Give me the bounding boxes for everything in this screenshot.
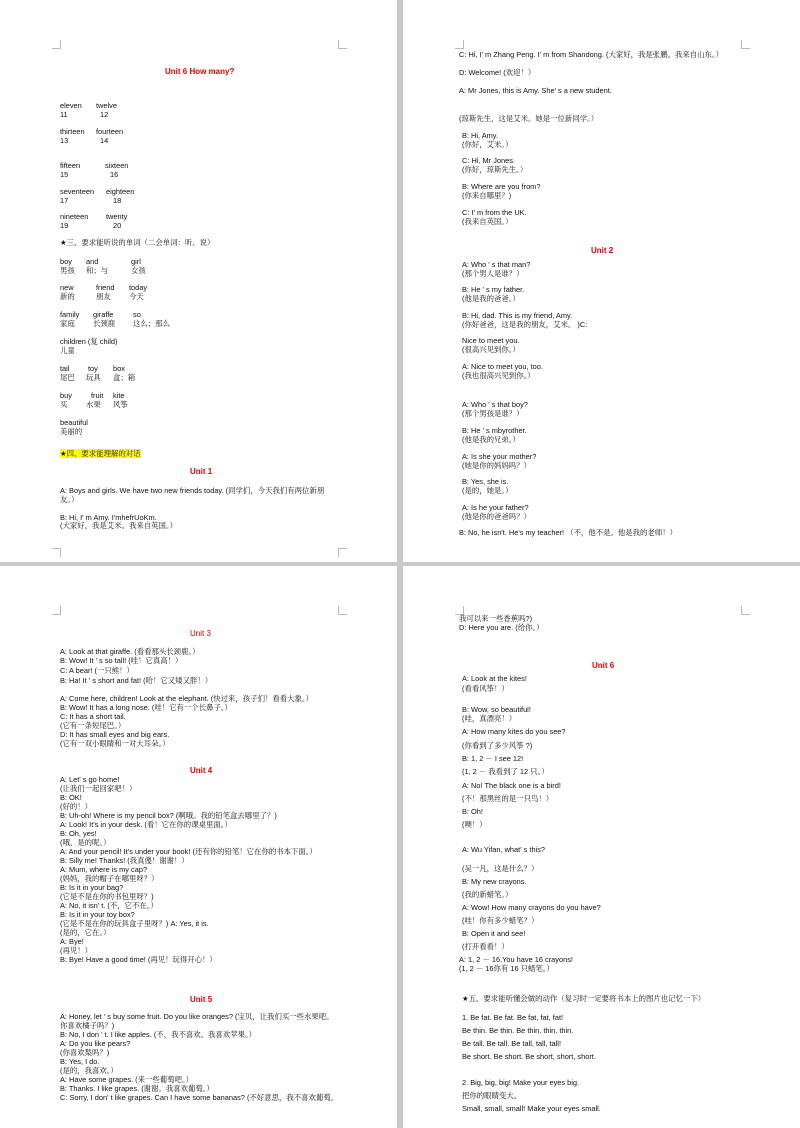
dialogue-line: B: Ha! It ' s short and fat! (哈！它又矮又胖！） [60,676,213,685]
dialogue-line: (琼斯先生，这是艾米。她是一位新同学。） [459,114,599,123]
dialogue-line: (哦，是的呢。） [60,838,111,847]
unit-heading: Unit 4 [190,766,213,775]
dialogue-line: (打开看看！） [462,942,509,951]
dialogue-line: (1, 2 － 16你有 16 只蜡笔。） [459,964,554,973]
margin-mark [741,606,750,615]
dialogue-line: B: Hi, I' m Amy. I'mhefrUoKm. [60,513,157,522]
dialogue-line: (她是你的妈妈吗？） [462,461,531,470]
dialogue-line: (你好爸爸，这是我的朋友，艾米。 )C: [462,320,588,329]
dialogue-line: C: I' m from the UK. [462,208,527,217]
vocab-word: and [86,257,99,266]
number-word: sixteen [105,161,129,170]
dialogue-line: A: Look at that giraffe. (看看那头长颈鹿。） [60,647,200,656]
unit-heading: Unit 1 [190,467,213,476]
section-heading: ★三、要求能听说的单词（二会单词：听、说） [60,238,215,247]
dialogue-line: B: Wow! It has a long nose. (哇！它有一个长鼻子。） [60,703,232,712]
number-digit: 11 [60,110,68,119]
vocab-word: friend [96,283,115,292]
dialogue-line: D: It has small eyes and big ears. [60,730,170,739]
dialogue-line: A: Wow! How many crayons do you have? [462,903,601,912]
dialogue-line: A: And your pencil! It's under your book! (还有你的铅笔！它在你的书本下面。） [60,847,317,856]
dialogue-line: (我也很高兴见到你。） [462,371,535,380]
number-word: thirteen [60,127,85,136]
vocab-word: girl [131,257,141,266]
vocab-word: toy [88,364,98,373]
margin-mark [338,40,347,49]
dialogue-line: B: Wow, so beautiful! [462,705,531,714]
vocab-word: children (复 child) [60,337,118,346]
dialogue-line: C: It has a short tail. [60,712,126,721]
dialogue-line: (是的，我喜欢。） [60,1066,118,1075]
number-word: nineteen [60,212,89,221]
margin-mark [52,606,61,615]
number-digit: 16 [110,170,119,179]
dialogue-line: A: 1, 2 － 16.You have 16 crayons! [459,955,573,964]
dialogue-line: (大家好，我是艾米。我来自英国。） [60,521,178,530]
dialogue-line: A: Boys and girls. We have two new friends today. (同学们，今天我们有两位新朋 [60,486,325,495]
dialogue-line: (他是我的爸爸。） [462,294,520,303]
dialogue-line: (那个男孩是谁？） [462,409,524,418]
document-title: Unit 6 How many? [165,67,235,76]
vocab-meaning: 家庭 [60,319,75,328]
dialogue-line: (看看风筝！） [462,684,509,693]
action-line: 把你的眼睛变大。 [462,1091,522,1100]
dialogue-line: A: Bye! [60,937,84,946]
vocab-meaning: 女孩 [131,266,146,275]
number-digit: 18 [113,196,122,205]
dialogue-line: D: Welcome! (欢迎！） [459,68,536,77]
dialogue-line: B: My new crayons. [462,877,527,886]
dialogue-line: (妈妈，我的帽子在哪里呀？） [60,874,159,883]
dialogue-line: C: Sorry, I don' t like grapes. Can I have some bananas? (不好意思，我不喜欢葡萄。 [60,1093,339,1102]
action-line: 1. Be fat. Be fat. Be fat, fat, fat! [462,1013,564,1022]
number-word: fifteen [60,161,81,170]
dialogue-line: C: Hi, I' m Zhang Peng. I' m from Shandong. (大家好，我是张鹏。我来自山东。） [459,50,724,59]
action-line: Be short. Be short. Be short, short, short. [462,1052,596,1061]
dialogue-line: Nice to meet you. [462,336,520,345]
dialogue-line: B: Wow! It ' s so tall! (哇！它真高！） [60,656,183,665]
number-digit: 17 [60,196,69,205]
unit-heading: Unit 3 [190,629,211,638]
dialogue-line: (它是不是在你的书包里呀？) [60,892,154,901]
dialogue-line: 你喜欢橘子吗？) [60,1021,115,1030]
vocab-meaning: 盒；箱 [113,373,136,382]
dialogue-line: B: Oh! [462,807,483,816]
margin-mark [52,40,61,49]
dialogue-line: A: No! The black one is a bird! [462,781,561,790]
dialogue-line: B: Yes, she is. [462,477,509,486]
dialogue-line: A: Come here, children! Look at the elephant. (快过来，孩子们！看看大象。） [60,694,314,703]
vocab-word: kite [113,391,125,400]
number-digit: 15 [60,170,69,179]
vocab-word: buy [60,391,72,400]
page-1 [0,0,397,562]
dialogue-line: B: Bye! Have a good time! (再见！玩得开心！） [60,955,217,964]
vocab-meaning: 和；与 [86,266,109,275]
vocab-meaning: 风筝 [113,400,128,409]
dialogue-line: A: Let' s go home! [60,775,120,784]
dialogue-line: (我来自英国。） [462,217,513,226]
number-digit: 14 [100,136,109,145]
dialogue-line: B: Hi, Amy. [462,131,498,140]
dialogue-line: B: He ' s my father. [462,285,525,294]
margin-mark [52,548,61,557]
margin-mark [741,40,750,49]
margin-mark [338,606,347,615]
dialogue-line: B: He ' s mbyrother. [462,426,527,435]
page-3 [0,566,397,1128]
dialogue-line: (你好，琼斯先生。） [462,165,528,174]
vocab-word: box [113,364,125,373]
number-digit: 19 [60,221,69,230]
dialogue-line: (它有一条短尾巴。） [60,721,126,730]
vocab-meaning: 新的 [60,292,75,301]
dialogue-line: (1, 2 － 我看到了 12 只。） [462,767,549,776]
dialogue-line: A: Is he your father? [462,503,529,512]
vocab-meaning: 这么；那么 [133,319,170,328]
vocab-meaning: 长颈鹿 [93,319,116,328]
page-2 [403,0,800,562]
dialogue-line: (那个男人是谁？） [462,269,524,278]
dialogue-line: (我的新蜡笔。） [462,890,513,899]
dialogue-line: B: OK! [60,793,82,802]
dialogue-line: (很高兴见到你。） [462,345,520,354]
dialogue-line: B: No, he isn't. He's my teacher! （不，他不是。他是我的老师！） [459,528,678,537]
dialogue-line: 友。） [60,495,79,504]
dialogue-line: A: Look at the kites! [462,674,527,683]
number-word: twelve [96,101,117,110]
vocab-meaning: 男孩 [60,266,75,275]
action-line: Small, small, small! Make your eyes small. [462,1104,601,1113]
dialogue-line: B: Silly me! Thanks! (我真傻！谢谢！） [60,856,189,865]
dialogue-line: B: No, I don ' t. I like apples. (不，我不喜欢。我喜欢苹果。） [60,1030,257,1039]
number-word: twenty [106,212,128,221]
dialogue-line: A: Look! It's in your desk. (看！它在你的课桌里面。） [60,820,232,829]
vocab-word: giraffe [93,310,114,319]
dialogue-line: B: Open it and see! [462,929,526,938]
dialogue-line: B: Uh-oh! Where is my pencil box? (啊哦。我的铅笔盒去哪里了？) [60,811,277,820]
number-digit: 20 [113,221,122,230]
vocab-word: fruit [91,391,104,400]
dialogue-line: A: Who ' s that boy? [462,400,528,409]
dialogue-line: B: Thanks. I like grapes. (谢谢。我喜欢葡萄。） [60,1084,214,1093]
page-4 [403,566,800,1128]
dialogue-line: A: How many kites do you see? [462,727,566,736]
number-word: fourteen [96,127,124,136]
number-word: seventeen [60,187,95,196]
dialogue-line: A: Mum, where is my cap? [60,865,148,874]
dialogue-line: B: Is it in your toy box? [60,910,135,919]
unit-heading: Unit 2 [591,246,614,255]
dialogue-line: (再见！） [60,946,93,955]
action-line: Be thin. Be thin. Be thin, thin, thin. [462,1026,574,1035]
dialogue-line: (它有一双小眼睛和一对大耳朵。） [60,739,170,748]
dialogue-line: D: Here you are. (给你。） [459,623,544,632]
vocab-meaning: 玩具 [86,373,101,382]
dialogue-line: (噢！） [462,820,487,829]
vocab-meaning: 水果 [86,400,101,409]
vocab-meaning: 美丽的 [60,427,83,436]
margin-mark [455,40,464,49]
dialogue-line: (好的！） [60,802,93,811]
vocab-meaning: 今天 [129,292,144,301]
dialogue-line: (你来自哪里？) [462,191,512,200]
section-heading: ★四、要求能理解的对话 [60,449,141,458]
unit-heading: Unit 6 [592,661,615,670]
dialogue-line: A: Wu Yifan, what' s this? [462,845,546,854]
dialogue-line: (吴一凡，这是什么？） [462,864,539,873]
dialogue-line: A: Nice to meet you, too. [462,362,543,371]
dialogue-line: (是的，它在。） [60,928,111,937]
number-word: eleven [60,101,82,110]
dialogue-line: (让我们一起回家吧！） [60,784,137,793]
dialogue-line: C: A bear! (一只熊！） [60,666,134,675]
dialogue-line: A: Who ' s that man? [462,260,531,269]
dialogue-line: (它是不是在你的玩具盒子里呀？) A: Yes, it is. [60,919,209,928]
dialogue-line: B: 1, 2 － I see 12! [462,754,524,763]
dialogue-line: B: Yes, I do. [60,1057,100,1066]
dialogue-line: A: Mr Jones, this is Amy. She' s a new student. [459,86,612,95]
number-digit: 13 [60,136,69,145]
dialogue-line: 我可以来一些香蕉吗?) [459,614,533,623]
dialogue-line: (哇，真漂亮！） [462,714,517,723]
vocab-word: new [60,283,74,292]
dialogue-line: (你喜欢梨吗？) [60,1048,110,1057]
dialogue-line: (他是我的兄弟。） [462,435,520,444]
dialogue-line: A: Is she your mother? [462,452,537,461]
vocab-word: tail [60,364,70,373]
vocab-word: beautiful [60,418,88,427]
dialogue-line: (不！那黑丝的是一只鸟！） [462,794,554,803]
vocab-word: today [129,283,148,292]
action-line: Be tall. Be tall. Be tall, tall, tall! [462,1039,561,1048]
dialogue-line: (你好，艾米。） [462,140,513,149]
dialogue-line: A: No, it isn' t. (不，它不在。） [60,901,158,910]
number-word: eighteen [106,187,135,196]
vocab-meaning: 朋友 [96,292,111,301]
dialogue-line: B: Oh, yes! [60,829,97,838]
dialogue-line: B: Hi, dad. This is my friend, Amy. [462,311,573,320]
dialogue-line: B: Is it in your bag? [60,883,124,892]
section-heading: ★五、要求能听懂会做的动作（复习时一定要将书本上的图片也记忆一下） [462,994,706,1003]
dialogue-line: (他是你的爸爸吗？） [462,512,531,521]
dialogue-line: A: Do you like pears? [60,1039,131,1048]
unit-heading: Unit 5 [190,995,213,1004]
dialogue-line: A: Have some grapes. (来一些葡萄吧。） [60,1075,194,1084]
action-line: 2. Big, big, big! Make your eyes big. [462,1078,580,1087]
dialogue-line: (你看到了多少风筝 ?) [462,741,533,750]
vocab-meaning: 买 [60,400,68,409]
vocab-word: boy [60,257,72,266]
number-digit: 12 [100,110,109,119]
vocab-word: so [133,310,141,319]
dialogue-line: C: Hi, Mr Jones. [462,156,515,165]
vocab-meaning: 尾巴 [60,373,75,382]
vocab-word: family [60,310,80,319]
vocab-meaning: 儿童 [60,346,75,355]
dialogue-line: A: Honey, let ' s buy some fruit. Do you like oranges? (宝贝，让我们买一些水果吧。 [60,1012,334,1021]
dialogue-line: (哇！你有多少蜡笔？） [462,916,539,925]
dialogue-line: (是的，她是。） [462,486,513,495]
dialogue-line: B: Where are you from? [462,182,541,191]
margin-mark [338,548,347,557]
